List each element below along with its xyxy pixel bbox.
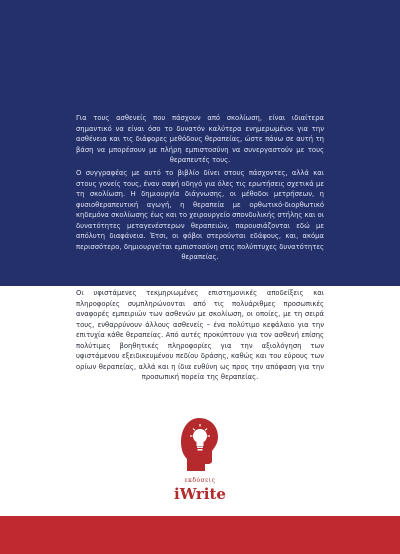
blurb-paragraph-3: Οι υφιστάμενες τεκμηριωμένες επιστημονικές αποδείξεις και πληροφορίες συμπληρώνονται από τις πολυάριθμες προσωπικές αναφορές εμπειριών των ασθενών με σκολίωση, οι οποίες, με τη σειρά τους, ενθαρρύνουν άλλους ασθενείς – ένα πολύτιμο κεφάλαιο για την επιτυχία κάθε θεραπείας. Από αυτές προκύπτουν για τον ασθενή επίσης πολύτιμες βοηθητικές πληροφορίες για την αξιολόγηση των υφιστάμενου εξειδικευμένου πεδίου δράσης, καθώς και του εύρους των ορίων θεραπείας, αλλά και η ίδια ευθύνη ως προς την απόφαση για την προσωπική πορεία της θεραπείας.: [76, 289, 324, 381]
blurb-paragraph-2: Ο συγγραφέας με αυτό το βιβλίο δίνει στους πάσχοντες, αλλά και στους γονείς τους, έναν σαφή οδηγό για όλες τις ερωτήσεις σχετικά με τη σκολίωση. Η δημιουργία διάγνωσης, οι μέθοδοι μετρήσεων, η φυσιοθεραπευτική αγωγή, η θεραπεία με ορθωτικό-διορθωτικό κηδεμόνα σκολίωσης έως και το χειρουργείο σπονδυλικής στήλης και οι δυνατότητες μεταγενέστερων θεραπειών, παρουσιάζονται εδώ με απόλυτη διαφάνεια. Έτσι, οι φόβοι στερούνται εδάφους, και, ακόμα περισσότερο, δημιουργείται εμπιστοσύνη στις πολύπτυχες δυνατότητες θεραπείας.: [76, 169, 324, 261]
head-lightbulb-icon: [179, 415, 221, 475]
blurb-paragraph-1: Για τους ασθενείς που πάσχουν από σκολίωση, είναι ιδιαίτερα σημαντικό να είναι όσο το δυνατόν καλύτερα ενημερωμένοι για την ασθένεια και τις διάφορες μεθόδους θεραπείας, ώστε πάνω σε αυτή τη βάση να μπορέσουν με πλήρη εμπιστοσύνη να συνεργαστούν με τους θεραπευτές τους.: [76, 114, 324, 164]
publisher-label: εκδόσεις: [184, 477, 216, 484]
publisher-name: iWrite: [174, 485, 226, 503]
bottom-red-band: [0, 516, 400, 554]
publisher-logo: [170, 415, 230, 515]
